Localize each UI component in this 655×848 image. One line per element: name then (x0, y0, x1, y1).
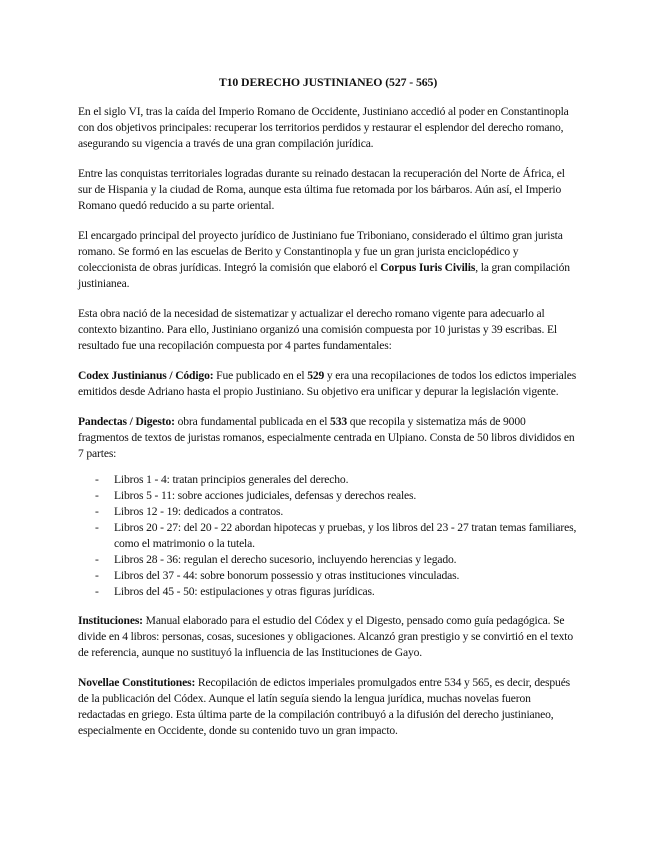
list-dash: - (95, 473, 99, 486)
codex-text-end: y era una recopilaciones de todos los edictos imperiales emitidos desde Adriano hasta el propio Justiniano. Su objetivo era unificar y depurar la legislación vigente. (78, 369, 577, 398)
paragraph-novellae (78, 675, 578, 739)
paragraph-intro: En el siglo VI, tras la caída del Imperio Romano de Occidente, Justiniano accedió al poder en Constantinopla con dos objetivos principales: recuperar los territorios perdidos y restaurar el esplendor del derecho romano, asegurando su vigencia a través de una gran compilación jurídica. (78, 105, 569, 150)
document-page (78, 74, 578, 753)
pandectas-year: 533 (330, 415, 347, 428)
list-item (78, 488, 578, 504)
list-item (78, 568, 578, 584)
paragraph-conquests: Entre las conquistas territoriales logradas durante su reinado destacan la recuperación del Norte de África, el sur de Hispania y la ciudad de Roma, aunque esta última fue retomada por los bárbaros. Aún así, el Imperio Romano quedó reducido a su parte oriental. (78, 167, 565, 212)
paragraph-compilation: Esta obra nació de la necesidad de sistematizar y actualizar el derecho romano vigente para adecuarlo al contexto bizantino. Para ello, Justiniano organizó una comisión compuesta por 10 juristas y 39 escribas. El resultado fue una recopilación compuesta por 4 partes fundamentales: (78, 307, 557, 352)
list-item (78, 504, 578, 520)
books-list (78, 472, 578, 600)
list-item-text: Libros 20 - 27: del 20 - 22 abordan hipotecas y pruebas, y los libros del 23 - 27 tratan temas familiares, como el matrimonio o la tutela. (114, 521, 577, 550)
document-title: T10 DERECHO JUSTINIANEO (527 - 565) (218, 75, 438, 89)
list-dash: - (95, 585, 99, 598)
paragraph-instituciones (78, 613, 578, 661)
triboniano-text: El encargado principal del proyecto jurídico de Justiniano fue Triboniano, considerado el último gran jurista romano. Se formó en las escuelas de Berito y Constantinopla y fue un gran jurista enciclopédico y coleccionista de obras jurídicas. Integró la comisión que elaboró el (78, 229, 563, 274)
list-dash: - (95, 569, 99, 582)
list-dash: - (95, 553, 99, 566)
pandectas-text: obra fundamental publicada en el (174, 415, 331, 428)
list-item-text: Libros 28 - 36: regulan el derecho sucesorio, incluyendo herencias y legado. (114, 553, 457, 566)
list-item (78, 584, 578, 600)
list-item (78, 472, 578, 488)
list-item (78, 520, 578, 552)
instituciones-label: Instituciones: (78, 614, 143, 627)
list-dash: - (95, 521, 99, 534)
codex-label: Codex Justinianus / Código: (78, 369, 214, 382)
paragraph-codex (78, 368, 578, 400)
paragraph-pandectas (78, 414, 578, 462)
list-item (78, 552, 578, 568)
novellae-text: Recopilación de edictos imperiales promulgados entre 534 y 565, es decir, después de la publicación del Códex. Aunque el latín seguía siendo la lengua jurídica, muchas novelas fueron redactadas en griego. Esta última parte de la compilación contribuyó a la difusión del derecho justinianeo, especialmente en Occidente, donde su contenido tuvo un gran impacto. (78, 676, 571, 737)
list-item-text: Libros del 45 - 50: estipulaciones y otras figuras jurídicas. (114, 585, 375, 598)
list-item-text: Libros del 37 - 44: sobre bonorum possessio y otras instituciones vinculadas. (114, 569, 460, 582)
list-dash: - (95, 505, 99, 518)
pandectas-label: Pandectas / Digesto: (78, 415, 175, 428)
triboniano-text-end: , la gran compilación justinianea. (78, 261, 570, 290)
codex-text: Fue publicado en el (213, 369, 308, 382)
codex-year: 529 (307, 369, 325, 382)
list-item-text: Libros 5 - 11: sobre acciones judiciales, defensas y derechos reales. (114, 489, 417, 502)
list-item-text: Libros 1 - 4: tratan principios generales del derecho. (114, 473, 349, 486)
instituciones-text: Manual elaborado para el estudio del Códex y el Digesto, pensado como guía pedagógica. Se divide en 4 libros: personas, cosas, sucesiones y obligaciones. Alcanzó gran prestigio y se convirtió en el texto de referencia, aunque no sustituyó la influencia de las Instituciones de Gayo. (78, 614, 573, 659)
list-item-text: Libros 12 - 19: dedicados a contratos. (114, 505, 284, 518)
novellae-label: Novellae Constitutiones: (78, 676, 196, 689)
paragraph-triboniano (78, 228, 578, 292)
list-dash: - (95, 489, 99, 502)
pandectas-text-end: que recopila y sistematiza más de 9000 fragmentos de textos de juristas romanos, especialmente centrada en Ulpiano. Consta de 50 libros divididos en 7 partes: (78, 415, 575, 460)
corpus-iuris-civilis: Corpus Iuris Civilis (380, 261, 476, 274)
